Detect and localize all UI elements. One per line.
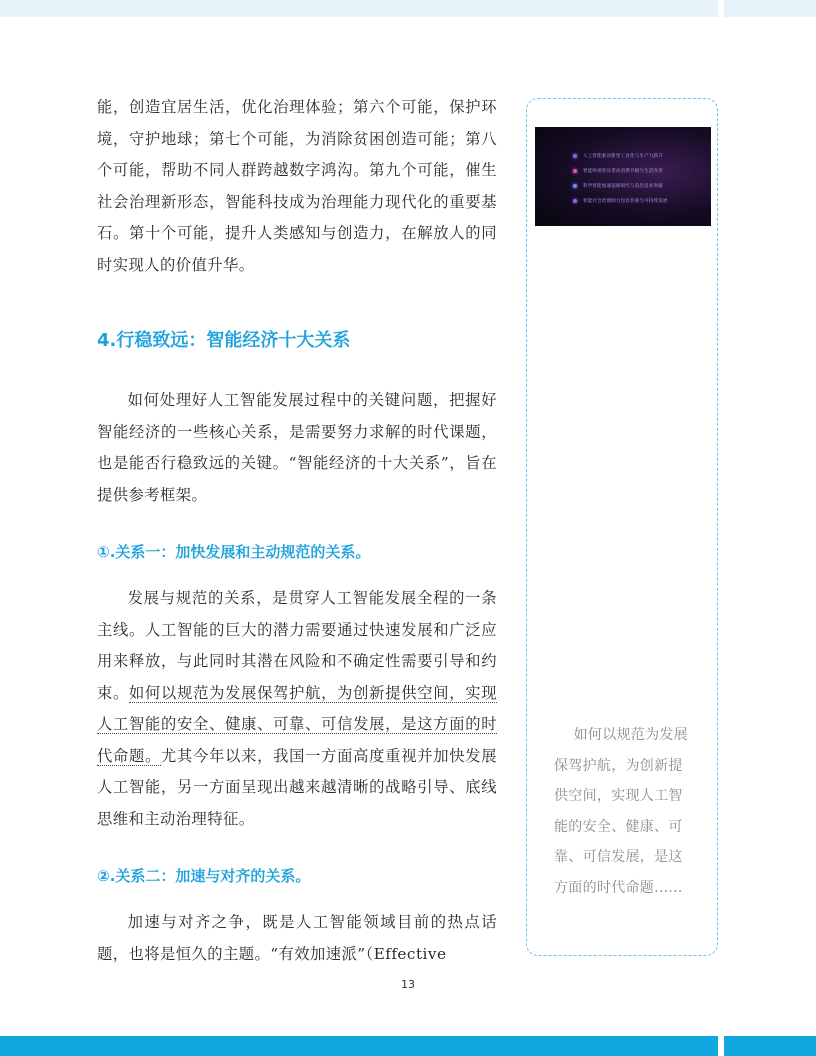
thumbnail-row-text: 智能社会治理助力包容普惠与可持续发展 bbox=[583, 199, 668, 204]
thumbnail-row bbox=[573, 152, 663, 160]
relation2-paragraph: 加速与对齐之争，既是人工智能领域目前的热点话题，也将是恒久的主题。“有效加速派”（Effective bbox=[97, 913, 497, 963]
relation1-heading: ①.关系一：加快发展和主动规范的关系。 bbox=[97, 543, 371, 561]
intro-paragraph: 能，创造宜居生活，优化治理体验；第六个可能，保护环境，守护地球；第七个可能，为消除贫困创造可能；第八个可能，帮助不同人群跨越数字鸿沟。第九个可能，催生社会治理新形态，智能科技成为治理能力现代化的重要基石。第十个可能，提升人类感知与创造力，在解放人的同时实现人的价值升华。 bbox=[97, 98, 497, 274]
bullet-dot-icon bbox=[573, 199, 577, 203]
relation1-highlight: 如何以规范为发展保驾护航，为创新提供空间，实现人工智能的安全、健康、可靠、可信发展，是这方面的时代命题。 bbox=[97, 683, 497, 765]
section-paragraph: 如何处理好人工智能发展过程中的关键问题，把握好智能经济的一些核心关系，是需要努力求解的时代课题，也是能否行稳致远的关键。“智能经济的十大关系”，旨在提供参考框架。 bbox=[97, 391, 497, 504]
bullet-dot-icon bbox=[573, 154, 577, 158]
top-decor-bar bbox=[0, 0, 718, 17]
main-column bbox=[97, 92, 497, 970]
section-heading: 4.行稳致远：智能经济十大关系 bbox=[97, 330, 351, 351]
sidebar-callout bbox=[526, 98, 718, 956]
thumbnail-row bbox=[573, 167, 663, 175]
presentation-thumbnail bbox=[535, 127, 711, 226]
thumbnail-row-text: 人工智能驱动新型工业化与生产力跃升 bbox=[583, 154, 663, 159]
bullet-dot-icon bbox=[573, 169, 577, 173]
bottom-decor-bar bbox=[0, 1036, 718, 1056]
bullet-dot-icon bbox=[573, 184, 577, 188]
bottom-decor-bar-side bbox=[724, 1036, 816, 1056]
thumbnail-row bbox=[573, 182, 663, 190]
thumbnail-row-text: 智能终端普及带动消费升级与生活改善 bbox=[583, 169, 663, 174]
relation1-paragraph bbox=[97, 583, 497, 835]
relation1-text-after: 尤其今年以来，我国一方面高度重视并加快发展人工智能，另一方面呈现出越来越清晰的战略引导、底线思维和主动治理特征。 bbox=[97, 746, 497, 828]
relation1-text-before: 发展与规范的关系，是贯穿人工智能发展全程的一条主线。人工智能的巨大的潜力需要通过快速发展和广泛应用来释放，与此同时其潜在风险和不确定性需要引导和约束。 bbox=[97, 589, 497, 702]
sidebar-quote: 如何以规范为发展保驾护航，为创新提供空间，实现人工智能的安全、健康、可靠、可信发展，是这方面的时代命题...... bbox=[554, 727, 688, 896]
thumbnail-row bbox=[573, 197, 668, 205]
thumbnail-row-text: 科学智能加速基础研究与前沿技术突破 bbox=[583, 184, 663, 189]
relation2-heading: ②.关系二：加速与对齐的关系。 bbox=[97, 867, 311, 885]
page-number: 13 bbox=[401, 978, 415, 991]
top-decor-bar-side bbox=[724, 0, 816, 17]
